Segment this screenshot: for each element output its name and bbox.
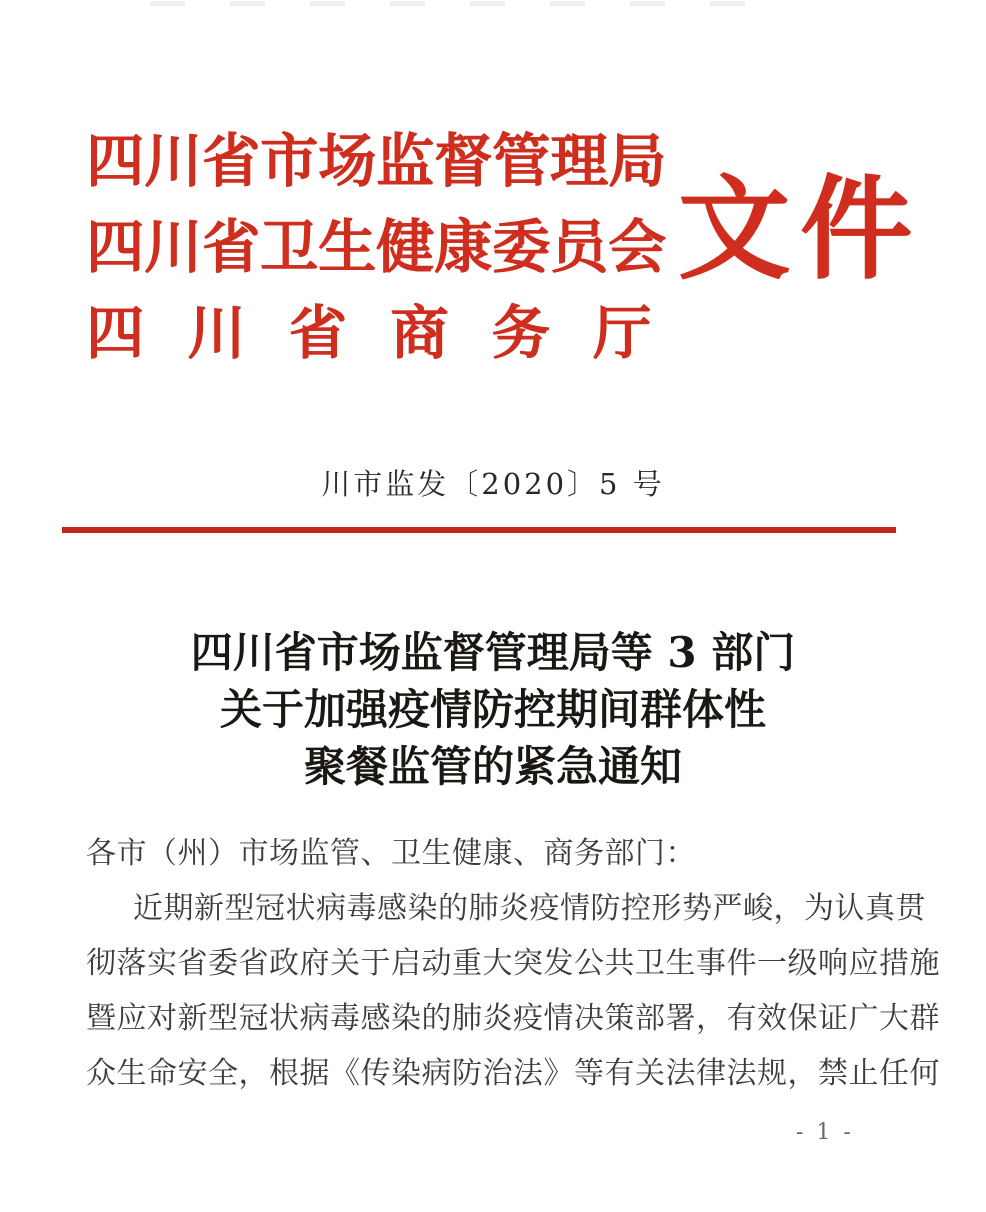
body-line-1: 近期新型冠状病毒感染的肺炎疫情防控形势严峻，为认真贯 bbox=[133, 891, 926, 926]
doc-type-label: 文件 bbox=[678, 164, 922, 295]
body-line-4: 众生命安全，根据《传染病防治法》等有关法律法规，禁止任何 bbox=[86, 1056, 940, 1091]
body-line-3: 暨应对新型冠状病毒感染的肺炎疫情决策部署，有效保证广大群 bbox=[86, 1001, 940, 1036]
page-number: - 1 - bbox=[796, 1120, 854, 1145]
reference-number: 川市监发〔2020〕5 号 bbox=[321, 467, 665, 501]
document-title-line-1: 四川省市场监督管理局等 3 部门 bbox=[190, 628, 796, 677]
agency-name-line-1: 四川省市场监督管理局 bbox=[86, 127, 667, 195]
red-masthead bbox=[86, 118, 666, 376]
scan-artifact bbox=[150, 1, 760, 6]
document-title bbox=[0, 624, 986, 795]
agency-name-line-3: 四川省商务厅 bbox=[86, 299, 651, 367]
salutation: 各市（州）市场监管、卫生健康、商务部门： bbox=[86, 836, 696, 871]
agency-name-line-2: 四川省卫生健康委员会 bbox=[86, 213, 667, 281]
body-line-2: 彻落实省委省政府关于启动重大突发公共卫生事件一级响应措施 bbox=[86, 946, 940, 981]
red-separator-rule bbox=[62, 527, 896, 533]
document-title-line-3: 聚餐监管的紧急通知 bbox=[303, 742, 682, 791]
document-body bbox=[86, 826, 940, 1101]
document-title-line-2: 关于加强疫情防控期间群体性 bbox=[219, 685, 766, 734]
